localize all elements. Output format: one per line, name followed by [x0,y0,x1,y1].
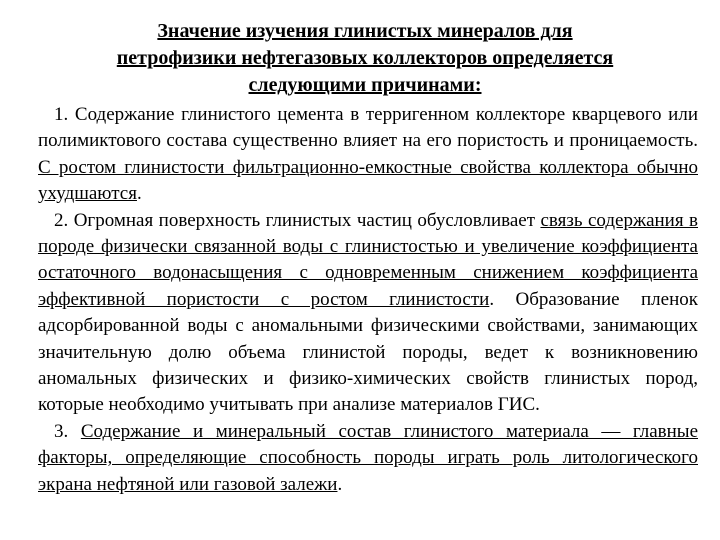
paragraph-3 [38,419,698,498]
title-line-2: петрофизики нефтегазовых коллекторов определяется [116,47,614,69]
paragraph-1-underlined: С ростом глинистости фильтрационно-емкостные свойства коллектора обычно ухудшаются [38,156,698,205]
paragraph-1-text: 1. Содержание глинистого цемента в терригенном коллекторе кварцевого или полимиктового состава существенно влияет на его пористость и проницаемость. [38,104,698,152]
paragraph-2-end: . Образование пленок адсорбированной воды с аномальными физическими свойствами, занимающих значительную долю объема глинистой породы, ведет к возникновению аномальных физических и физико-химических свойств глинистых пород, которые необходимо учитывать при анализе материалов ГИС. [38,288,698,416]
paragraph-2-underlined: связь содержания в породе физически связанной воды с глинистостью и увеличение коэффициента остаточного водонасыщения с одновременным снижением коэффициента эффективной пористости с ростом глинистости [38,209,699,310]
paragraph-3-text: 3. [54,420,81,442]
title-line-3: следующими причинами: [248,74,482,96]
slide-body [38,102,698,498]
paragraph-2 [38,208,698,419]
paragraph-1 [38,102,698,208]
title-line-1: Значение изучения глинистых минералов для [157,20,573,42]
paragraph-1-end: . [136,183,142,205]
slide-title [40,18,690,99]
paragraph-3-end: . [337,473,343,495]
paragraph-3-underlined: Содержание и минеральный состав глинистого материала — главные факторы, определяющие способность породы играть роль литологического экрана нефтяной или газовой залежи [38,420,699,495]
paragraph-2-text: 2. Огромная поверхность глинистых частиц обусловливает [54,209,541,231]
